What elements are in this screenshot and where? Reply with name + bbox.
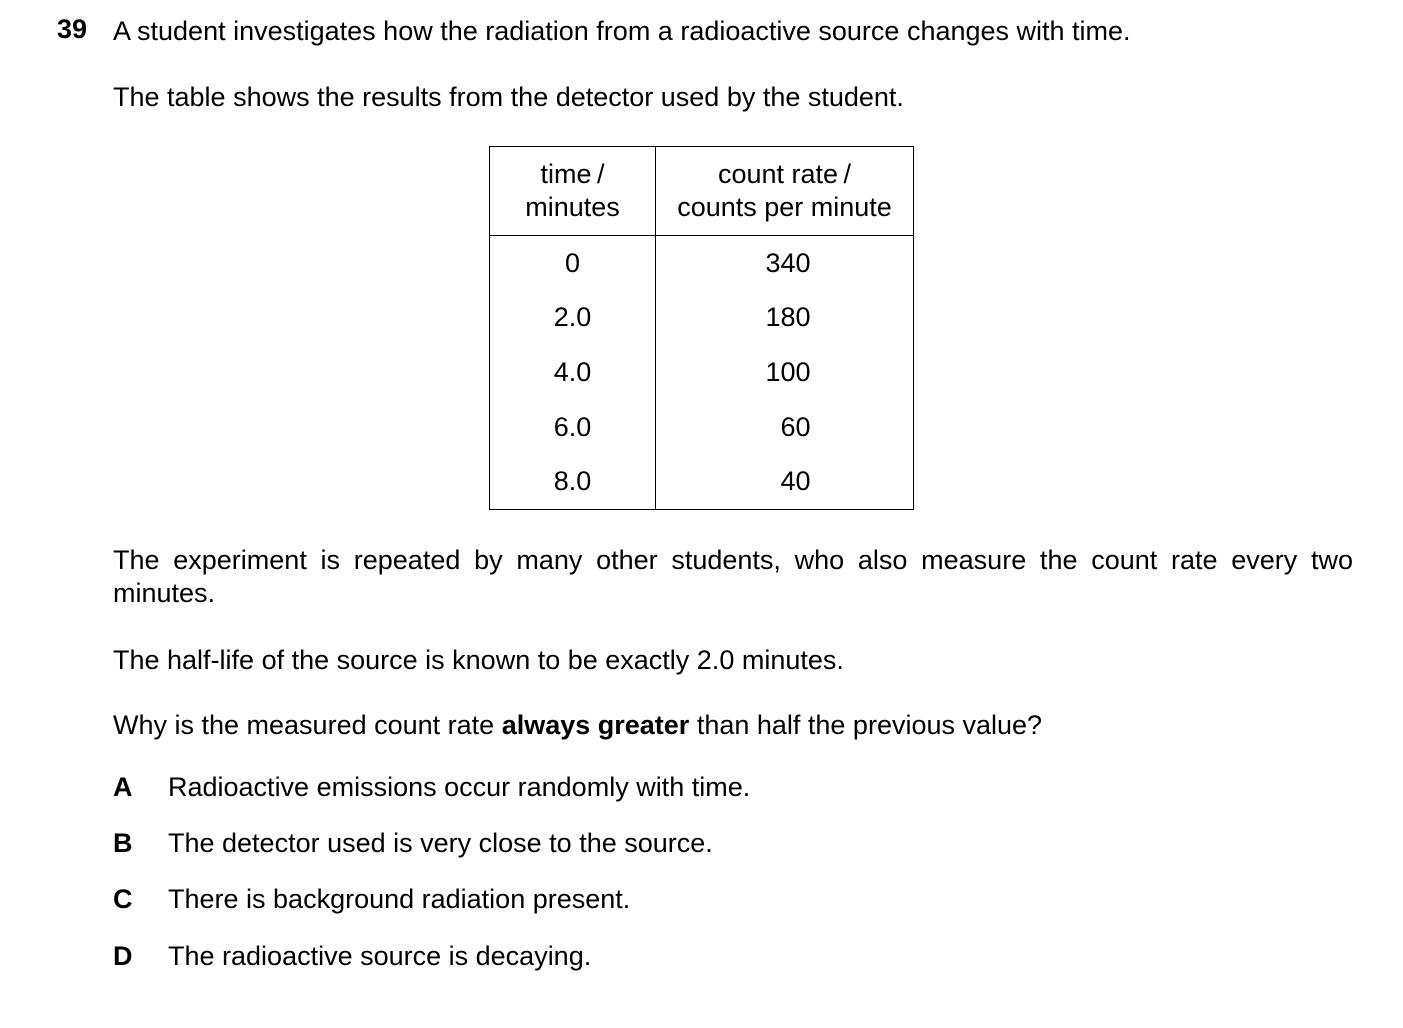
option-text: There is background radiation present. bbox=[168, 884, 631, 914]
time-header-line1: time / bbox=[540, 159, 605, 189]
option-text: Radioactive emissions occur randomly with time. bbox=[168, 772, 751, 802]
option-letter: A bbox=[113, 772, 133, 802]
option-text: The detector used is very close to the source. bbox=[168, 828, 713, 858]
time-header-line2: minutes bbox=[525, 192, 620, 222]
option-a[interactable] bbox=[113, 770, 750, 804]
count-rate-cell bbox=[656, 454, 914, 509]
time-cell: 0 bbox=[490, 236, 656, 291]
count-rate-value: 340 bbox=[765, 247, 811, 278]
half-life-statement: The half-life of the source is known to be exactly 2.0 minutes. bbox=[113, 645, 844, 675]
table-intro: The table shows the results from the detector used by the student. bbox=[113, 82, 904, 112]
count-rate-cell bbox=[656, 291, 914, 346]
question-intro: A student investigates how the radiation from a radioactive source changes with time. bbox=[113, 16, 1131, 46]
table-header-row bbox=[490, 147, 914, 236]
time-cell: 2.0 bbox=[490, 291, 656, 346]
table-row bbox=[490, 400, 914, 455]
repeat-paragraph: The experiment is repeated by many other students, who also measure the count rate every two minutes. bbox=[113, 545, 1353, 608]
count-rate-cell bbox=[656, 400, 914, 455]
count-rate-header bbox=[656, 147, 914, 236]
count-rate-cell bbox=[656, 236, 914, 291]
count-rate-value: 180 bbox=[765, 302, 811, 333]
count-rate-header-line1: count rate / bbox=[718, 159, 851, 189]
count-rate-value: 40 bbox=[780, 466, 811, 497]
option-d[interactable] bbox=[113, 939, 591, 973]
table-row bbox=[490, 454, 914, 509]
count-rate-cell bbox=[656, 345, 914, 400]
results-table bbox=[489, 146, 914, 510]
question-number: 39 bbox=[57, 14, 88, 44]
time-cell: 4.0 bbox=[490, 345, 656, 400]
question-prompt bbox=[113, 708, 1042, 742]
time-header bbox=[490, 147, 656, 236]
option-letter: B bbox=[113, 828, 133, 858]
option-letter: C bbox=[113, 884, 133, 914]
prompt-text-start: Why is the measured count rate bbox=[113, 710, 502, 740]
time-cell: 6.0 bbox=[490, 400, 656, 455]
option-b[interactable] bbox=[113, 826, 713, 860]
table-row bbox=[490, 345, 914, 400]
time-cell: 8.0 bbox=[490, 454, 656, 509]
option-text: The radioactive source is decaying. bbox=[168, 941, 592, 971]
table-row bbox=[490, 236, 914, 291]
option-letter: D bbox=[113, 941, 133, 971]
count-rate-value: 100 bbox=[765, 356, 811, 387]
option-c[interactable] bbox=[113, 882, 630, 916]
prompt-emphasis: always greater bbox=[501, 710, 690, 740]
prompt-text-end: than half the previous value? bbox=[689, 710, 1043, 740]
count-rate-value: 60 bbox=[780, 411, 811, 442]
count-rate-header-line2: counts per minute bbox=[677, 192, 892, 222]
table-row bbox=[490, 291, 914, 346]
